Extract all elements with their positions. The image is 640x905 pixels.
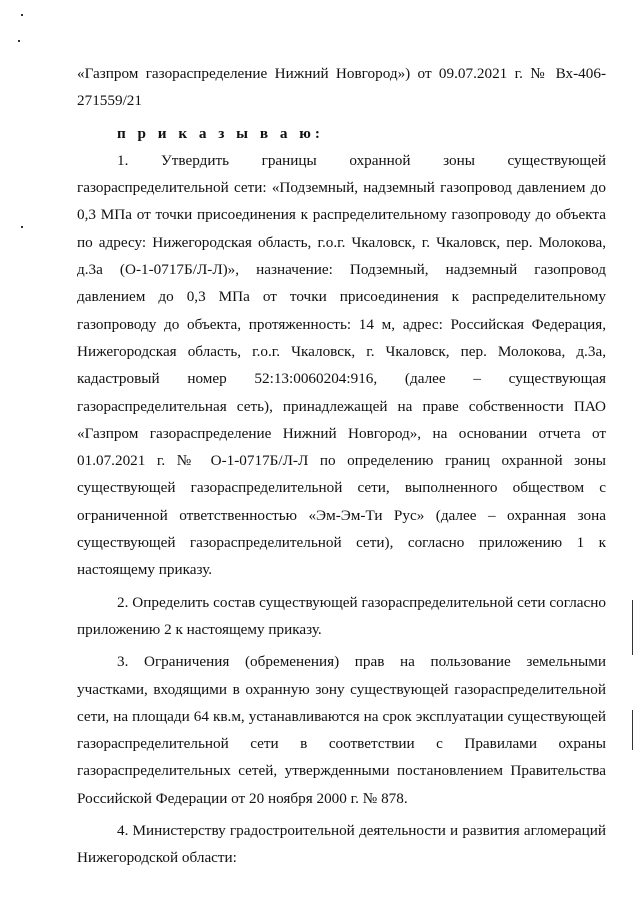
order-heading: п р и к а з ы в а ю: [117, 124, 324, 142]
paragraph-4: 4. Министерству градостроительной деятельности и развития агломераций Нижегородской области: [77, 822, 606, 867]
scan-edge-line [632, 710, 633, 750]
scan-speck [21, 226, 23, 228]
scan-speck [21, 14, 23, 16]
paragraph-3: 3. Ограничения (обременения) прав на пользование земельными участками, входящими в охранную зону существующей газораспределительной сети, на площади 64 кв.м, устанавливаются на срок эксплуатации существующей газораспределительной сети в соответствии с Правилами охраны газораспределительных сетей, утвержденными постановлением Правительства Российской Федерации от 20 ноября 2000 г. № 878. [77, 653, 606, 807]
paragraph-2: 2. Определить состав существующей газораспределительной сети согласно приложению 2 к настоящему приказу. [77, 593, 606, 638]
scan-speck [18, 40, 20, 42]
scan-edge-line [632, 600, 633, 655]
document-page [77, 60, 606, 872]
paragraph-1: 1. Утвердить границы охранной зоны существующей газораспределительной сети: «Подземный, надземный газопровод давлением до 0,3 МПа от точки присоединения к распределительному газопроводу до объекта по адресу: Нижегородская область, г.о.г. Чкаловск, г. Чкаловск, пер. Молокова, д.3а (О-1-0717Б/Л-Л)», назначение: Подземный, надземный газопровод давлением до 0,3 МПа от точки присоединения к распределительному газопроводу до объекта, протяженность: 14 м, адрес: Российская Федерация, Нижегородская область, г.о.г. Чкаловск, г. Чкаловск, пер. Молокова, д.3а, кадастровый номер 52:13:0060204:916, (далее – существующая газораспределительная сеть), принадлежащей на праве собственности ПАО «Газпром газораспределение Нижний Новгород», на основании отчета от 01.07.2021 г. № О-1-0717Б/Л-Л по определению границ охранной зоны существующей газораспределительной сети, выполненного обществом с ограниченной ответственностью «Эм-Эм-Ти Рус» (далее – охранная зона существующей газораспределительной сети), согласно приложению 1 к настоящему приказу. [77, 151, 606, 579]
intro-text: «Газпром газораспределение Нижний Новгород») от 09.07.2021 г. № Вх-406-271559/21 [77, 65, 606, 110]
